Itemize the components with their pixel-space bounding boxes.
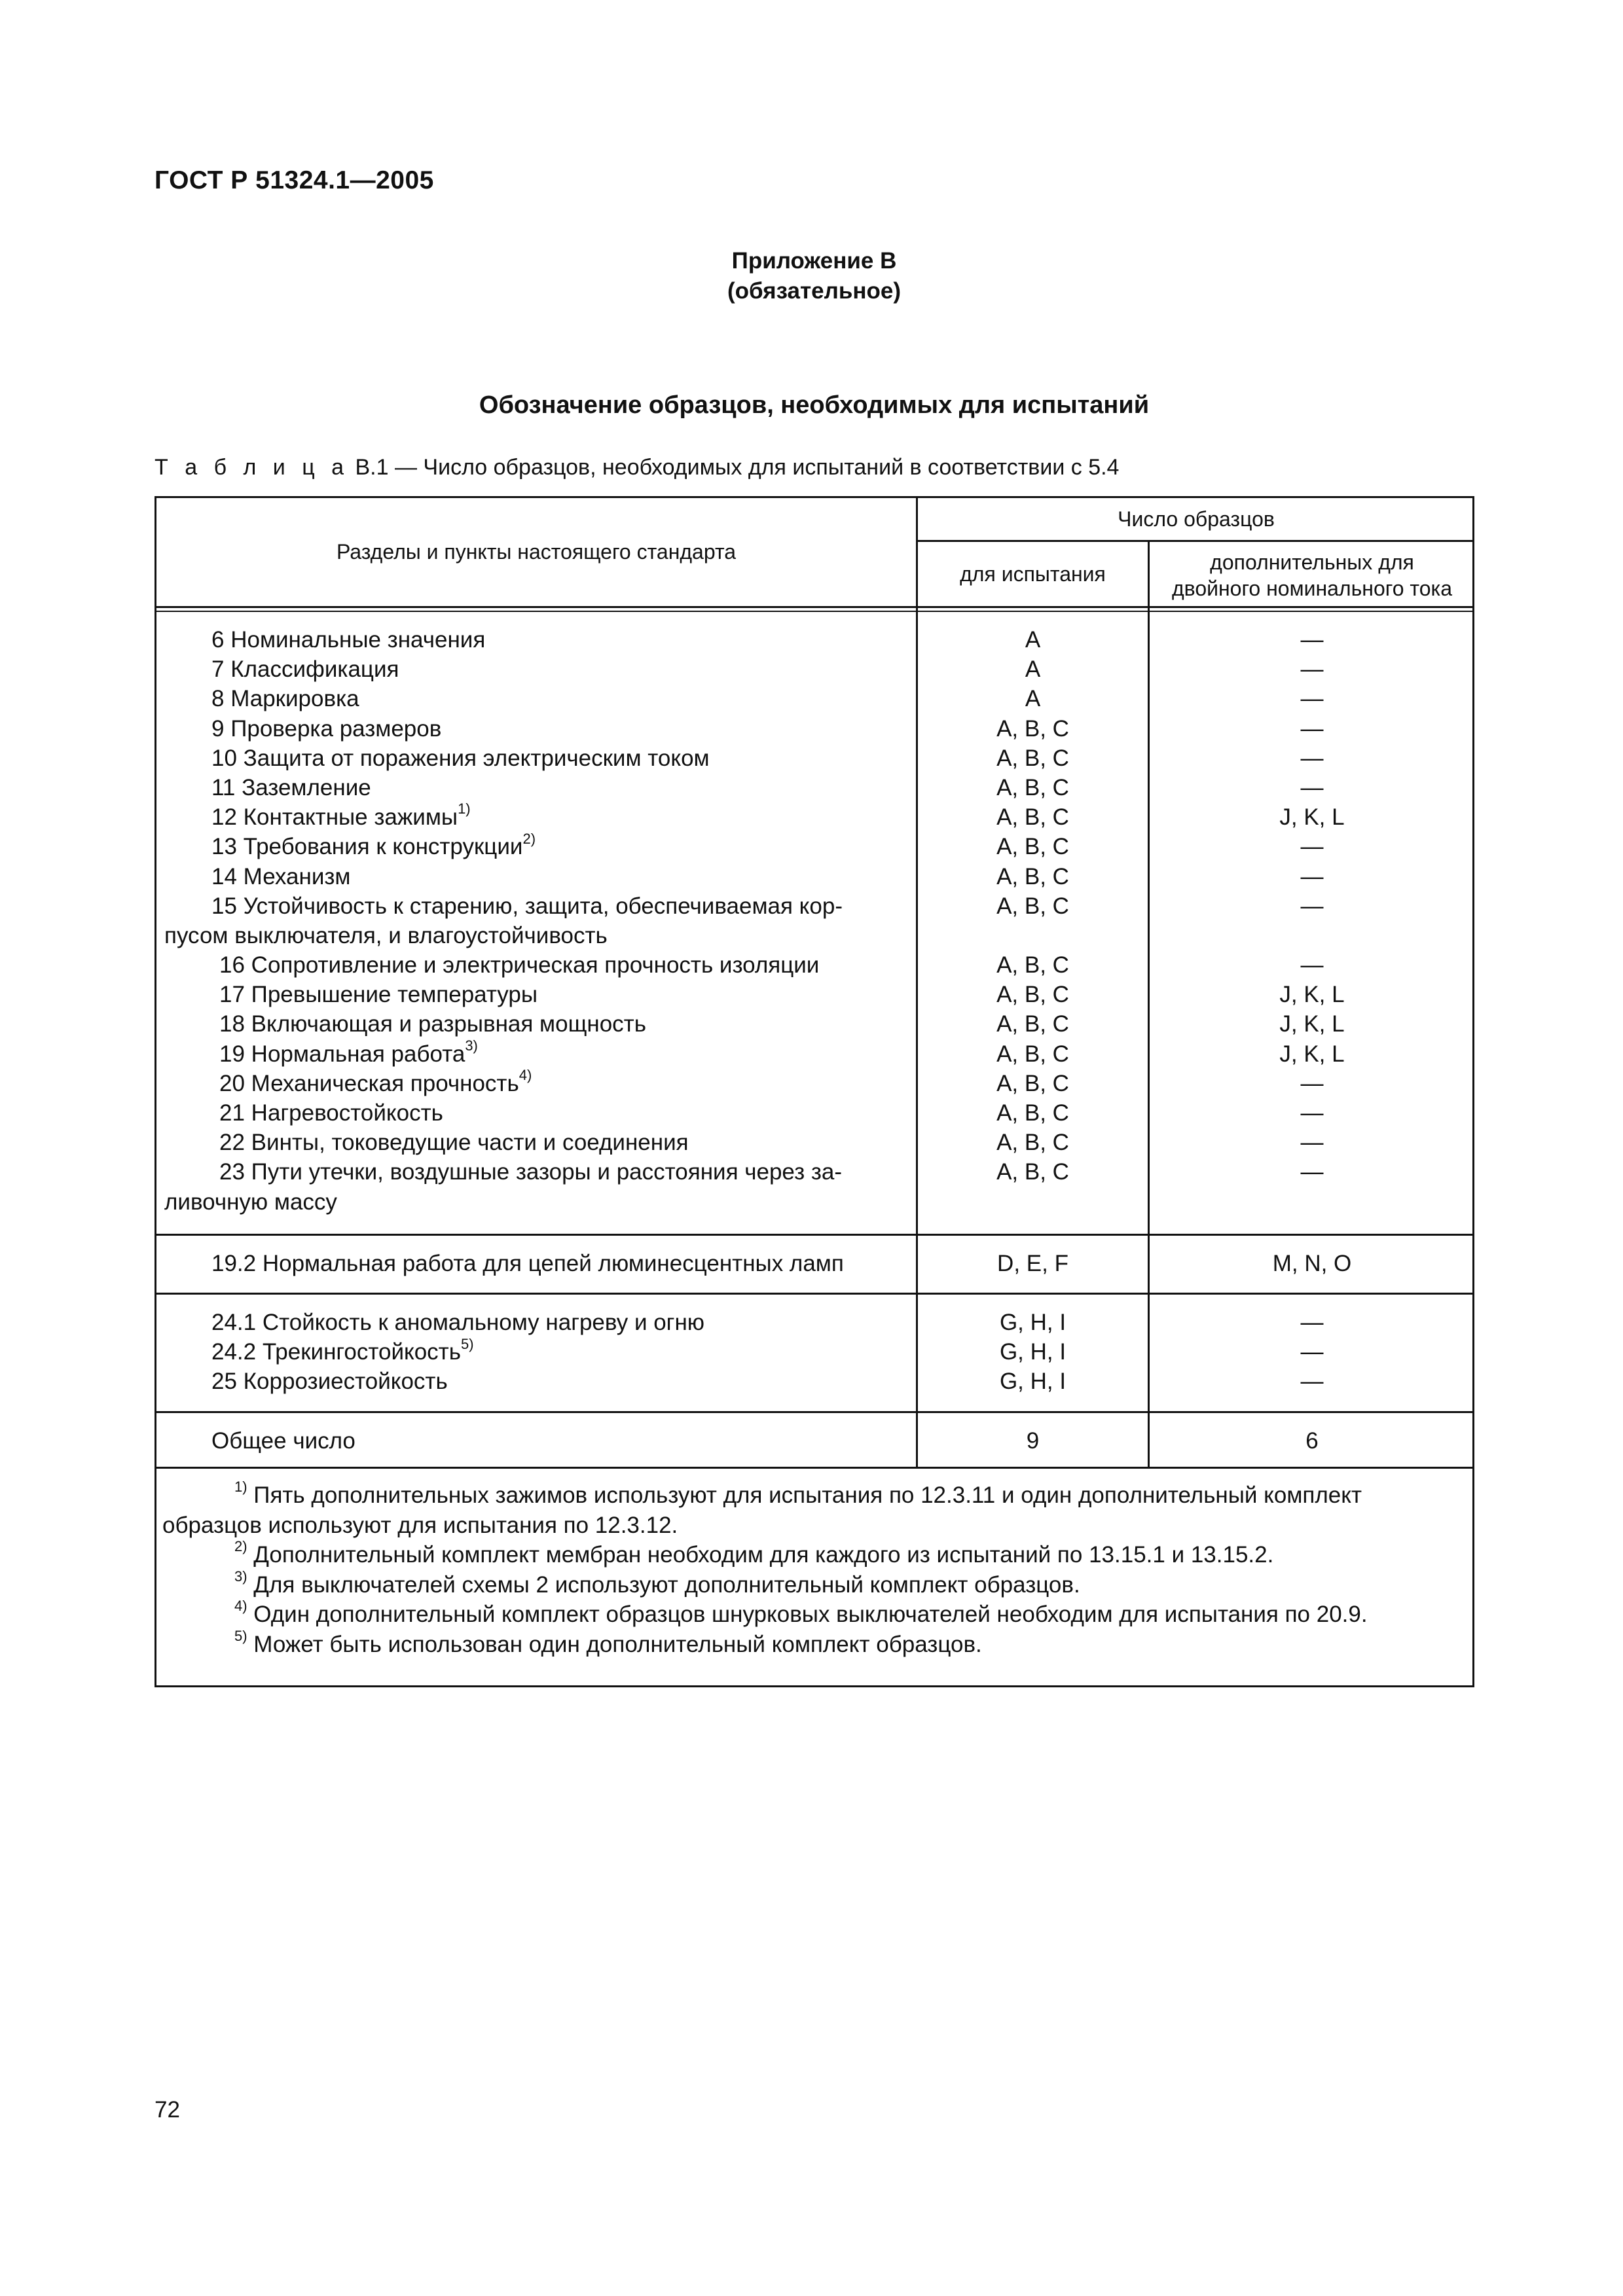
group3-extra-values: — — — xyxy=(1300,1310,1324,1395)
appendix-status: (обязательное) xyxy=(727,278,901,304)
total-extra: 6 xyxy=(1305,1428,1319,1454)
table-row: 24.1 Стойкость к аномальному нагреву и огню xyxy=(211,1310,705,1335)
footnote: $^{2)}$ Дополнительный комплект мембран необходим для каждого из испытаний по 13.15.1 и 13.15.2. xyxy=(234,1538,1274,1568)
table-row: 15 Устойчивость к старению, защита, обеспечиваемая кор- xyxy=(211,893,843,919)
group2-test-value: D, E, F xyxy=(997,1251,1068,1276)
table-row: 12 Контактные зажимы$^{1)}$ xyxy=(211,800,471,831)
header-test: для испытания xyxy=(960,562,1106,586)
table-row: 16 Сопротивление и электрическая прочность изоляции xyxy=(219,952,820,978)
table-row: 6 Номинальные значения xyxy=(211,627,486,653)
table-row-continuation: ливочную массу xyxy=(164,1189,337,1215)
group-divider xyxy=(156,1411,1474,1413)
table-caption-text: В.1 — Число образцов, необходимых для испытаний в соответствии с 5.4 xyxy=(349,455,1120,480)
header-sections: Разделы и пункты настоящего стандарта xyxy=(336,540,737,564)
table-row: 8 Маркировка xyxy=(211,686,359,712)
group2-extra-value: M, N, O xyxy=(1272,1251,1352,1276)
header-samples: Число образцов xyxy=(1118,507,1275,531)
table-row: 25 Коррозиестойкость xyxy=(211,1369,448,1395)
standard-code: ГОСТ Р 51324.1—2005 xyxy=(155,166,434,194)
group1-sections xyxy=(156,625,916,1217)
table-row: 9 Проверка размеров xyxy=(211,715,442,742)
page-number: 72 xyxy=(155,2097,180,2123)
footnote: $^{4)}$ Один дополнительный комплект образцов шнурковых выключателей необходим для испытания по 20.9. xyxy=(234,1598,1368,1627)
table-row: 18 Включающая и разрывная мощность xyxy=(219,1011,646,1037)
table-row: 21 Нагревостойкость xyxy=(219,1100,443,1126)
table-row: 23 Пути утечки, воздушные зазоры и расстояния через за- xyxy=(219,1159,843,1185)
table-row: 10 Защита от поражения электрическим током xyxy=(211,745,710,771)
header-divider xyxy=(156,606,1474,608)
group3-test-values: G, H, I G, H, I G, H, I xyxy=(999,1310,1067,1395)
table-row: 17 Превышение температуры xyxy=(219,982,538,1008)
group3-sections xyxy=(211,1308,912,1397)
table-row: 14 Механизм xyxy=(211,863,351,889)
document-title: Обозначение образцов, необходимых для испытаний xyxy=(479,391,1150,419)
table-row: 7 Классификация xyxy=(211,656,399,683)
table-row: 22 Винты, токоведущие части и соединения xyxy=(219,1130,689,1156)
group-divider xyxy=(156,1234,1474,1236)
total-test: 9 xyxy=(1026,1428,1040,1454)
footnote-divider xyxy=(156,1467,1474,1469)
footnote: $^{3)}$ Для выключателей схемы 2 используют дополнительный комплект образцов. xyxy=(234,1568,1080,1598)
footnote: $^{5)}$ Может быть использован один дополнительный комплект образцов. xyxy=(234,1627,982,1657)
table-row: 11 Заземление xyxy=(211,774,371,800)
group1-test-values: A A A A, B, C A, B, C A, B, C A, B, C A, B, C A, B, C A, B, C A, B, C A, B, C A, B, C A, B, C A, B, C A, B, C A, B, C A, B, C xyxy=(996,627,1069,1185)
table-row: 19 Нормальная работа$^{3)}$ xyxy=(219,1037,478,1067)
table-row: 24.2 Трекингостойкость$^{5)}$ xyxy=(211,1335,474,1365)
row-divider xyxy=(916,540,1474,542)
appendix-title: Приложение В xyxy=(731,248,897,274)
footnote: $^{1)}$ Пять дополнительных зажимов используют для испытания по 12.3.11 и один дополнительный комплект образцов используют для испытания по 12.3.12. xyxy=(162,1479,1362,1538)
group-divider xyxy=(156,1293,1474,1295)
group1-extra-values: — — — — — — J, K, L — — — — J, K, L J, K, L J, K, L — — — — xyxy=(1279,627,1345,1185)
table-row-continuation: пусом выключателя, и влагоустойчивость xyxy=(164,922,608,948)
group2-section: 19.2 Нормальная работа для цепей люминесцентных ламп xyxy=(211,1251,844,1276)
table-caption xyxy=(155,455,1119,480)
appendix-heading xyxy=(0,246,1623,306)
table-row: 13 Требования к конструкции$^{2)}$ xyxy=(211,830,536,860)
header-extra: дополнительных для двойного номинального тока xyxy=(1172,550,1452,600)
table-footnotes xyxy=(162,1480,1465,1659)
table-row: 20 Механическая прочность$^{4)}$ xyxy=(219,1067,532,1096)
total-row: Общее число xyxy=(211,1428,356,1454)
table-caption-label: Т а б л и ц а xyxy=(155,455,350,480)
header-divider xyxy=(156,611,1474,612)
